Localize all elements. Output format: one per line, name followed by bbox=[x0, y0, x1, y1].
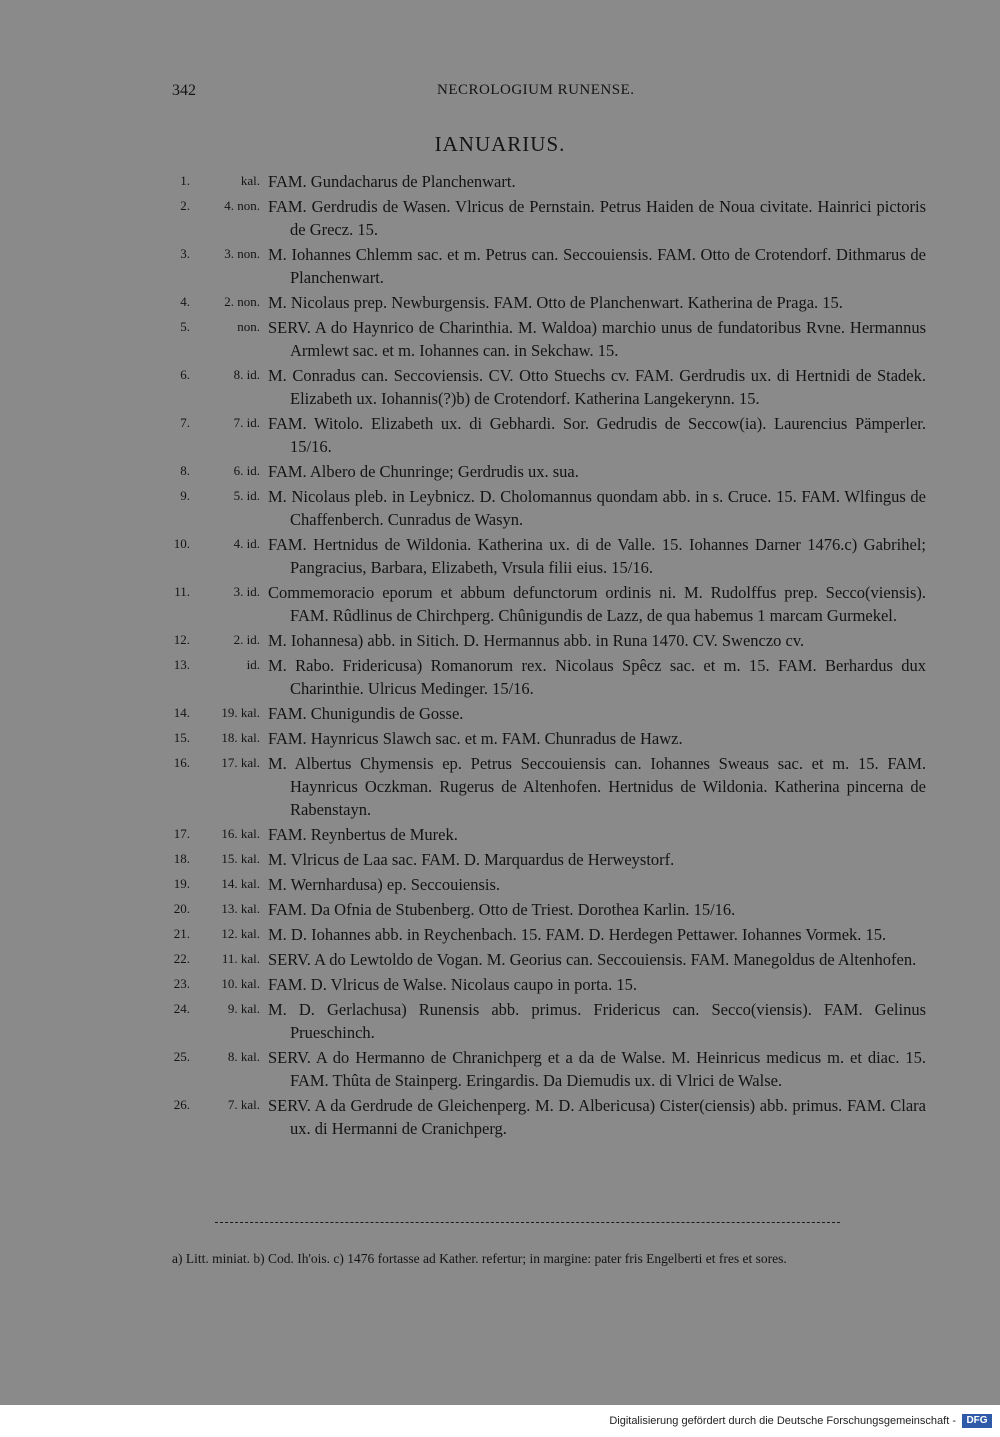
entry-roman-date: 12. kal. bbox=[221, 926, 260, 941]
entry-day-number: 24. bbox=[173, 1001, 190, 1016]
entry-roman-date: 4. id. bbox=[233, 536, 260, 551]
entry-text: M. Conradus can. Seccoviensis. CV. Otto Stuechs cv. FAM. Gerdrudis ux. di Hertnidi de Stadek. Elizabeth ux. Iohannis(?)b) de Crotendorf. Katherina Langekerynn. 15. bbox=[268, 366, 926, 408]
entry-row bbox=[0, 823, 1000, 846]
necrology-entries bbox=[0, 170, 1000, 1142]
entry-text: SERV. A do Hermanno de Chranichperg et a da de Walse. M. Heinricus medicus m. et diac. 15. FAM. Thûta de Stainperg. Eringardis. Da Diemudis ux. di Vlrici de Walse. bbox=[268, 1048, 926, 1090]
entry-roman-date: non. bbox=[237, 319, 260, 334]
entry-day-number: 16. bbox=[173, 755, 190, 770]
entry-day-number: 5. bbox=[180, 319, 190, 334]
entry-roman-date: 17. kal. bbox=[221, 755, 260, 770]
entry-text: SERV. A do Haynrico de Charinthia. M. Waldoa) marchio unus de fundatoribus Rvne. Hermannus Armlewt sac. et m. Iohannes can. in Sekchaw. 15. bbox=[268, 318, 926, 360]
entry-day-number: 7. bbox=[180, 415, 190, 430]
entry-text: M. Iohannes Chlemm sac. et m. Petrus can. Seccouiensis. FAM. Otto de Crotendorf. Dithmarus de Planchenwart. bbox=[268, 245, 926, 287]
entry-row bbox=[0, 170, 1000, 193]
entry-text: M. Albertus Chymensis ep. Petrus Seccouiensis can. Iohannes Sweaus sac. et m. 15. FAM. Haynricus Oczkman. Rugerus de Altenhofen. Hertnidus de Wildonia. Katherina pincerna de Rabenstayn. bbox=[268, 754, 926, 819]
entry-text: FAM. Reynbertus de Murek. bbox=[268, 825, 458, 844]
entry-day-number: 15. bbox=[173, 730, 190, 745]
entry-day-number: 21. bbox=[173, 926, 190, 941]
entry-row bbox=[0, 702, 1000, 725]
entry-roman-date: 6. id. bbox=[233, 463, 260, 478]
entry-roman-date: id. bbox=[246, 657, 260, 672]
dfg-credit-text: Digitalisierung gefördert durch die Deutsche Forschungsgemeinschaft - bbox=[609, 1415, 956, 1427]
entry-roman-date: kal. bbox=[240, 173, 260, 188]
entry-text: M. Iohannesa) abb. in Sitich. D. Hermannus abb. in Runa 1470. CV. Swenczo cv. bbox=[268, 631, 805, 650]
footnote-divider bbox=[215, 1222, 840, 1223]
entry-row bbox=[0, 485, 1000, 531]
entry-day-number: 3. bbox=[180, 246, 190, 261]
entry-text: SERV. A do Lewtoldo de Vogan. M. Georius can. Seccouiensis. FAM. Manegoldus de Altenhofen. bbox=[268, 950, 917, 969]
entry-text: FAM. Witolo. Elizabeth ux. di Gebhardi. Sor. Gedrudis de Seccow(ia). Laurencius Pämperler. 15/16. bbox=[268, 414, 926, 456]
entry-row bbox=[0, 973, 1000, 996]
entry-row bbox=[0, 654, 1000, 700]
entry-row bbox=[0, 291, 1000, 314]
entry-text: FAM. Albero de Chunringe; Gerdrudis ux. sua. bbox=[268, 462, 579, 481]
entry-day-number: 10. bbox=[173, 536, 190, 551]
entry-roman-date: 8. kal. bbox=[227, 1049, 260, 1064]
entry-row bbox=[0, 752, 1000, 821]
entry-roman-date: 5. id. bbox=[233, 488, 260, 503]
entry-text: M. D. Iohannes abb. in Reychenbach. 15. FAM. D. Herdegen Pettawer. Iohannes Vormek. 15. bbox=[268, 925, 887, 944]
entry-roman-date: 19. kal. bbox=[221, 705, 260, 720]
entry-roman-date: 18. kal. bbox=[221, 730, 260, 745]
entry-day-number: 26. bbox=[173, 1097, 190, 1112]
entry-day-number: 6. bbox=[180, 367, 190, 382]
entry-row bbox=[0, 629, 1000, 652]
entry-day-number: 19. bbox=[173, 876, 190, 891]
entry-day-number: 17. bbox=[173, 826, 190, 841]
entry-text: M. Rabo. Fridericusa) Romanorum rex. Nicolaus Spêcz sac. et m. 15. FAM. Berhardus dux Charinthie. Ulricus Medinger. 15/16. bbox=[268, 656, 926, 698]
entry-row bbox=[0, 364, 1000, 410]
entry-day-number: 12. bbox=[173, 632, 190, 647]
entry-text: FAM. Gerdrudis de Wasen. Vlricus de Pernstain. Petrus Haiden de Noua civitate. Hainrici pictoris de Grecz. 15. bbox=[268, 197, 926, 239]
entry-roman-date: 11. kal. bbox=[221, 951, 260, 966]
entry-text: M. D. Gerlachusa) Runensis abb. primus. Fridericus can. Secco(viensis). FAM. Gelinus Prueschinch. bbox=[268, 1000, 926, 1042]
entry-row bbox=[0, 998, 1000, 1044]
entry-text: M. Nicolaus pleb. in Leybnicz. D. Cholomannus quondam abb. in s. Cruce. 15. FAM. Wlfingus de Chaffenberch. Cunradus de Wasyn. bbox=[268, 487, 926, 529]
entry-day-number: 8. bbox=[180, 463, 190, 478]
entry-row bbox=[0, 948, 1000, 971]
entry-text: FAM. Hertnidus de Wildonia. Katherina ux. di de Valle. 15. Iohannes Darner 1476.c) Gabrihel; Pangracius, Barbara, Elizabeth, Vrsula filii eius. 15/16. bbox=[268, 535, 926, 577]
entry-day-number: 23. bbox=[173, 976, 190, 991]
entry-roman-date: 15. kal. bbox=[221, 851, 260, 866]
entry-text: FAM. Chunigundis de Gosse. bbox=[268, 704, 464, 723]
entry-roman-date: 14. kal. bbox=[221, 876, 260, 891]
entry-day-number: 18. bbox=[173, 851, 190, 866]
entry-row bbox=[0, 533, 1000, 579]
entry-row bbox=[0, 195, 1000, 241]
dfg-logo: DFG bbox=[962, 1414, 992, 1428]
entry-row bbox=[0, 243, 1000, 289]
entry-roman-date: 2. non. bbox=[224, 294, 260, 309]
month-title: IANUARIUS. bbox=[434, 132, 566, 156]
entry-text: M. Wernhardusa) ep. Seccouiensis. bbox=[268, 875, 501, 894]
entry-row bbox=[0, 316, 1000, 362]
entry-row bbox=[0, 412, 1000, 458]
entry-day-number: 22. bbox=[173, 951, 190, 966]
entry-day-number: 2. bbox=[180, 198, 190, 213]
entry-day-number: 13. bbox=[173, 657, 190, 672]
entry-row bbox=[0, 923, 1000, 946]
entry-day-number: 20. bbox=[173, 901, 190, 916]
entry-text: FAM. Haynricus Slawch sac. et m. FAM. Chunradus de Hawz. bbox=[268, 729, 683, 748]
entry-day-number: 1. bbox=[180, 173, 190, 188]
entry-text: Commemoracio eporum et abbum defunctorum ordinis ni. M. Rudolffus prep. Secco(viensis). FAM. Rûdlinus de Chirchperg. Chûnigundis de Lazz, de qua habemus 1 marcam Gurmekel. bbox=[268, 583, 926, 625]
entry-text: FAM. Da Ofnia de Stubenberg. Otto de Triest. Dorothea Karlin. 15/16. bbox=[268, 900, 736, 919]
entry-roman-date: 7. id. bbox=[233, 415, 260, 430]
entry-roman-date: 16. kal. bbox=[221, 826, 260, 841]
entry-row bbox=[0, 727, 1000, 750]
page-number: 342 bbox=[172, 82, 196, 99]
entry-roman-date: 4. non. bbox=[224, 198, 260, 213]
dfg-credit-bar bbox=[0, 1405, 1000, 1437]
entry-day-number: 25. bbox=[173, 1049, 190, 1064]
entry-roman-date: 3. id. bbox=[233, 584, 260, 599]
entry-row bbox=[0, 898, 1000, 921]
entry-roman-date: 3. non. bbox=[224, 246, 260, 261]
running-title: NECROLOGIUM RUNENSE. bbox=[437, 82, 635, 98]
entry-day-number: 4. bbox=[180, 294, 190, 309]
entry-text: M. Nicolaus prep. Newburgensis. FAM. Otto de Planchenwart. Katherina de Praga. 15. bbox=[268, 293, 843, 312]
entry-day-number: 11. bbox=[174, 584, 190, 599]
entry-text: FAM. D. Vlricus de Walse. Nicolaus caupo in porta. 15. bbox=[268, 975, 637, 994]
entry-row bbox=[0, 1046, 1000, 1092]
entry-row bbox=[0, 848, 1000, 871]
entry-day-number: 14. bbox=[173, 705, 190, 720]
entry-roman-date: 13. kal. bbox=[221, 901, 260, 916]
entry-text: M. Vlricus de Laa sac. FAM. D. Marquardus de Herweystorf. bbox=[268, 850, 675, 869]
entry-text: FAM. Gundacharus de Planchenwart. bbox=[268, 172, 516, 191]
entry-roman-date: 2. id. bbox=[233, 632, 260, 647]
entry-roman-date: 8. id. bbox=[233, 367, 260, 382]
entry-row bbox=[0, 873, 1000, 896]
entry-day-number: 9. bbox=[180, 488, 190, 503]
footnotes: a) Litt. miniat. b) Cod. Ih'ois. c) 1476 fortasse ad Kather. refertur; in margine: pater fris Engelberti et fres et sores. bbox=[172, 1251, 787, 1266]
entry-row bbox=[0, 581, 1000, 627]
entry-roman-date: 7. kal. bbox=[227, 1097, 260, 1112]
entry-text: SERV. A da Gerdrude de Gleichenperg. M. D. Albericusa) Cister(ciensis) abb. primus. FAM. Clara ux. di Hermanni de Cranichperg. bbox=[268, 1096, 926, 1138]
entry-row bbox=[0, 1094, 1000, 1140]
entry-row bbox=[0, 460, 1000, 483]
entry-roman-date: 10. kal. bbox=[221, 976, 260, 991]
entry-roman-date: 9. kal. bbox=[227, 1001, 260, 1016]
